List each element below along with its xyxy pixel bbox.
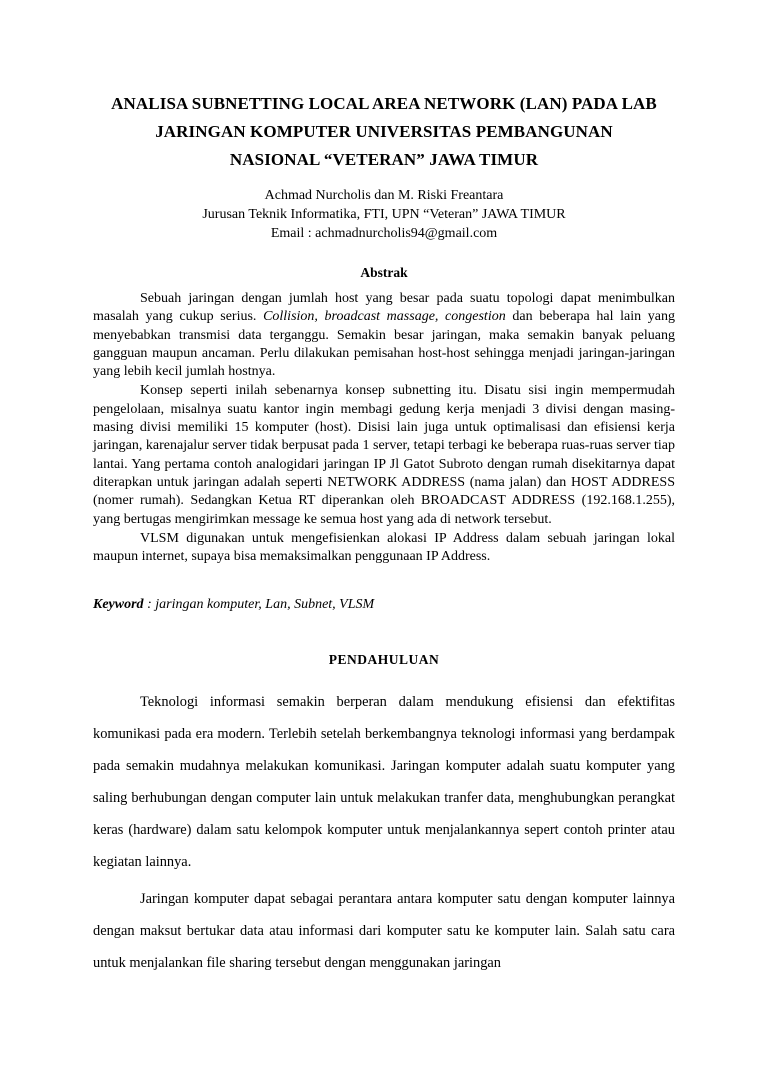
keyword-text: : jaringan komputer, Lan, Subnet, VLSM (143, 597, 375, 613)
title-line-1: ANALISA SUBNETTING LOCAL AREA NETWORK (LAN) PADA LAB (111, 94, 657, 113)
author-block (93, 186, 675, 243)
author-email: Email : achmadnurcholis94@gmail.com (270, 226, 498, 241)
abstract-paragraph-2: Konsep seperti inilah sebenarnya konsep subnetting itu. Disatu sisi ingin mempermudah pengelolaan, misalnya suatu kantor ingin membagi gedung kerja menjadi 3 divisi dengan masing-masing divisi memiliki 15 komputer (host). Disisi lain juga untuk optimalisasi dan efisiensi kerja jaringan, karenajalur server tidak berpusat pada 1 server, tetapi terbagi ke beberapa ruas-ruas server tiap lantai. Yang pertama contoh analogidari jaringan IP Jl Gatot Subroto dengan rumah disekitarnya dapat diterapkan untuk jaringan adalah seperti NETWORK ADDRESS (nama jalan) dan HOST ADDRESS (nomer rumah). Sedangkan Ketua RT diperankan oleh BROADCAST ADDRESS (192.168.1.255), yang bertugas mengirimkan message ke semua host yang ada di network tersebut. (93, 383, 675, 527)
intro-paragraph-1: Teknologi informasi semakin berperan dalam mendukung efisiensi dan efektifitas komunikasi pada era modern. Terlebih setelah berkembangnya teknologi informasi yang berdampak pada semakin mudahnya melakukan komunikasi. Jaringan komputer adalah suatu komputer yang saling berhubungan dengan computer lain untuk melakukan tranfer data, menghubungkan perangkat keras (hardware) dalam satu kelompok komputer untuk menjalankannya sepert contoh printer atau kegiatan lainnya. (93, 694, 675, 871)
abstract-heading: Abstrak (360, 265, 408, 280)
abstract-section (93, 263, 675, 566)
author-names: Achmad Nurcholis dan M. Riski Freantara (264, 188, 504, 203)
abstract-paragraph-1 (93, 290, 675, 381)
title-line-2: JARINGAN KOMPUTER UNIVERSITAS PEMBANGUNAN (155, 122, 613, 141)
abstract-p1-text-a: Sebuah jaringan dengan jumlah host yang besar pada suatu topologi dapat menimbulkan masalah yang cukup serius. (93, 291, 675, 325)
abstract-paragraph-3: VLSM digunakan untuk mengefisienkan alokasi IP Address dalam sebuah jaringan lokal maupun internet, supaya bisa memaksimalkan penggunaan IP Address. (93, 530, 675, 565)
abstract-p1-emphasis: Collision, broadcast massage, congestion (263, 309, 506, 325)
keyword-line (93, 596, 675, 614)
paper-page (93, 90, 675, 979)
author-affiliation: Jurusan Teknik Informatika, FTI, UPN “Veteran” JAWA TIMUR (202, 207, 566, 222)
intro-heading: PENDAHULUAN (328, 652, 440, 668)
keyword-label: Keyword (93, 597, 144, 613)
paper-title (93, 90, 675, 174)
intro-section (93, 686, 675, 979)
title-line-3: NASIONAL “VETERAN” JAWA TIMUR (229, 150, 539, 169)
abstract-p1-text-b: dan beberapa hal lain yang menyebabkan transmisi data terganggu. Semakin besar jaringan, maka semakin banyak peluang gangguan maupun ancaman. Perlu dilakukan pemisahan host-host sehingga menjadi jaringan-jaringan yang lebih kecil jumlah hostnya. (93, 309, 676, 380)
abstract-body (93, 290, 675, 566)
intro-paragraph-2: Jaringan komputer dapat sebagai perantara antara komputer satu dengan komputer lainnya dengan maksut bertukar data atau informasi dari komputer satu ke komputer lain. Salah satu cara untuk menjalankan file sharing tersebut dengan menggunakan jaringan (93, 891, 675, 972)
